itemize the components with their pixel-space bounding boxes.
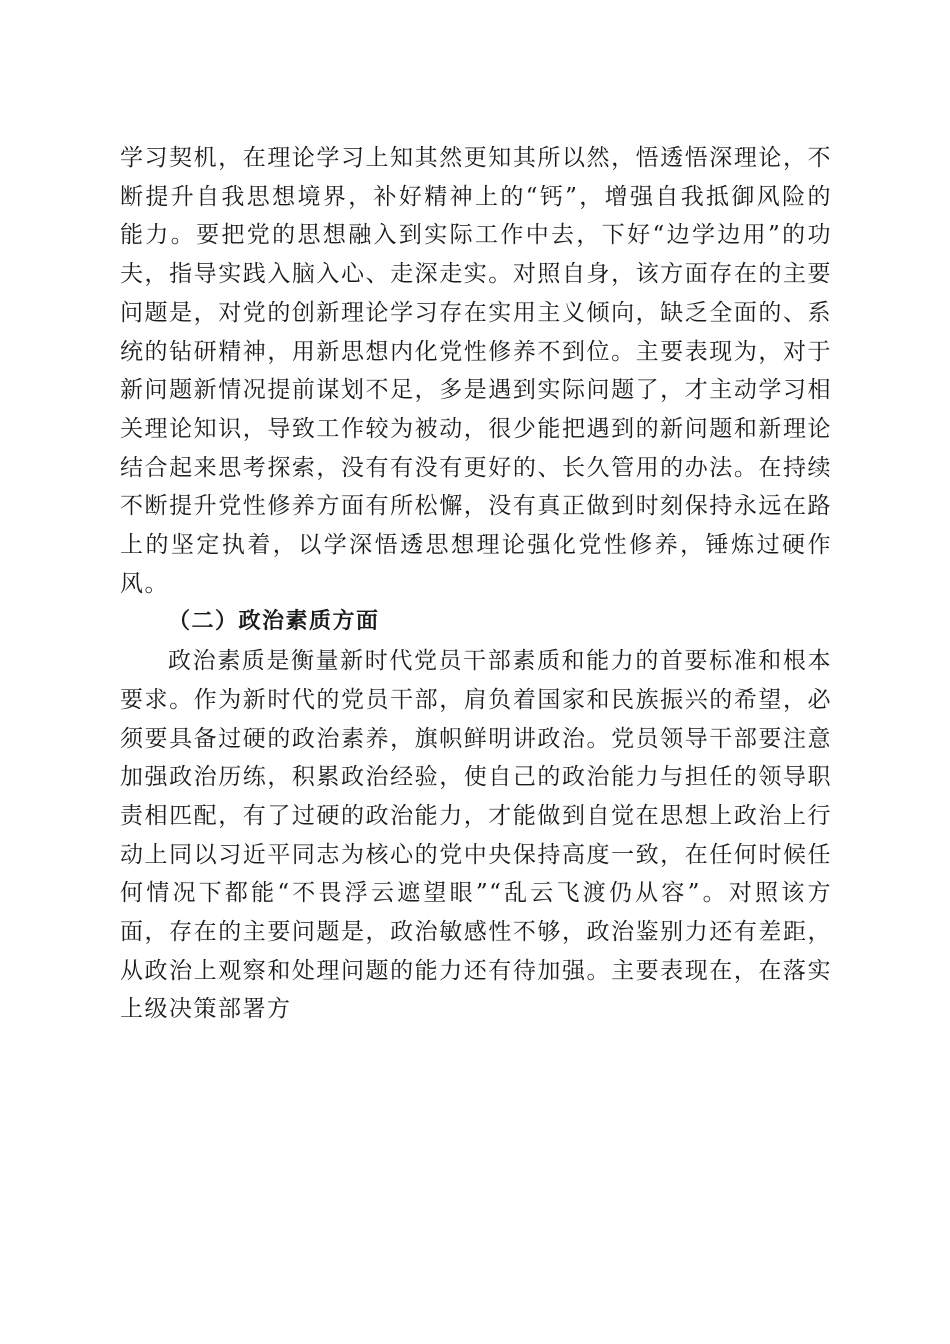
paragraph-continued: 学习契机，在理论学习上知其然更知其所以然，悟透悟深理论，不断提升自我思想境界，补好精神上的“钙”，增强自我抵御风险的能力。要把党的思想融入到实际工作中去，下好“边学边用”的功夫，指导实践入脑入心、走深走实。对照自身，该方面存在的主要问题是，对党的创新理论学习存在实用主义倾向，缺乏全面的、系统的钻研精神，用新思想内化党性修养不到位。主要表现为，对于新问题新情况提前谋划不足，多是遇到实际问题了，才主动学习相关理论知识，导致工作较为被动，很少能把遇到的新问题和新理论结合起来思考探索，没有有没有更好的、长久管用的办法。在持续不断提升党性修养方面有所松懈，没有真正做到时刻保持永远在路上的坚定执着，以学深悟透思想理论强化党性修养，锤炼过硬作风。 [120,145,832,597]
paragraph-political-quality: 政治素质是衡量新时代党员干部素质和能力的首要标准和根本要求。作为新时代的党员干部，肩负着国家和民族振兴的希望，必须要具备过硬的政治素养，旗帜鲜明讲政治。党员领导干部要注意加强政治历练，积累政治经验，使自己的政治能力与担任的领导职责相匹配，有了过硬的政治能力，才能做到自觉在思想上政治上行动上同以习近平同志为核心的党中央保持高度一致，在任何时候任何情况下都能“不畏浮云遮望眼”“乱云飞渡仍从容”。对照该方面，存在的主要问题是，政治敏感性不够，政治鉴别力还有差距，从政治上观察和处理问题的能力还有待加强。主要表现在，在落实上级决策部署方 [120,648,832,1023]
document-body [120,139,832,1029]
section-heading-political-quality: （二）政治素质方面 [168,609,380,635]
